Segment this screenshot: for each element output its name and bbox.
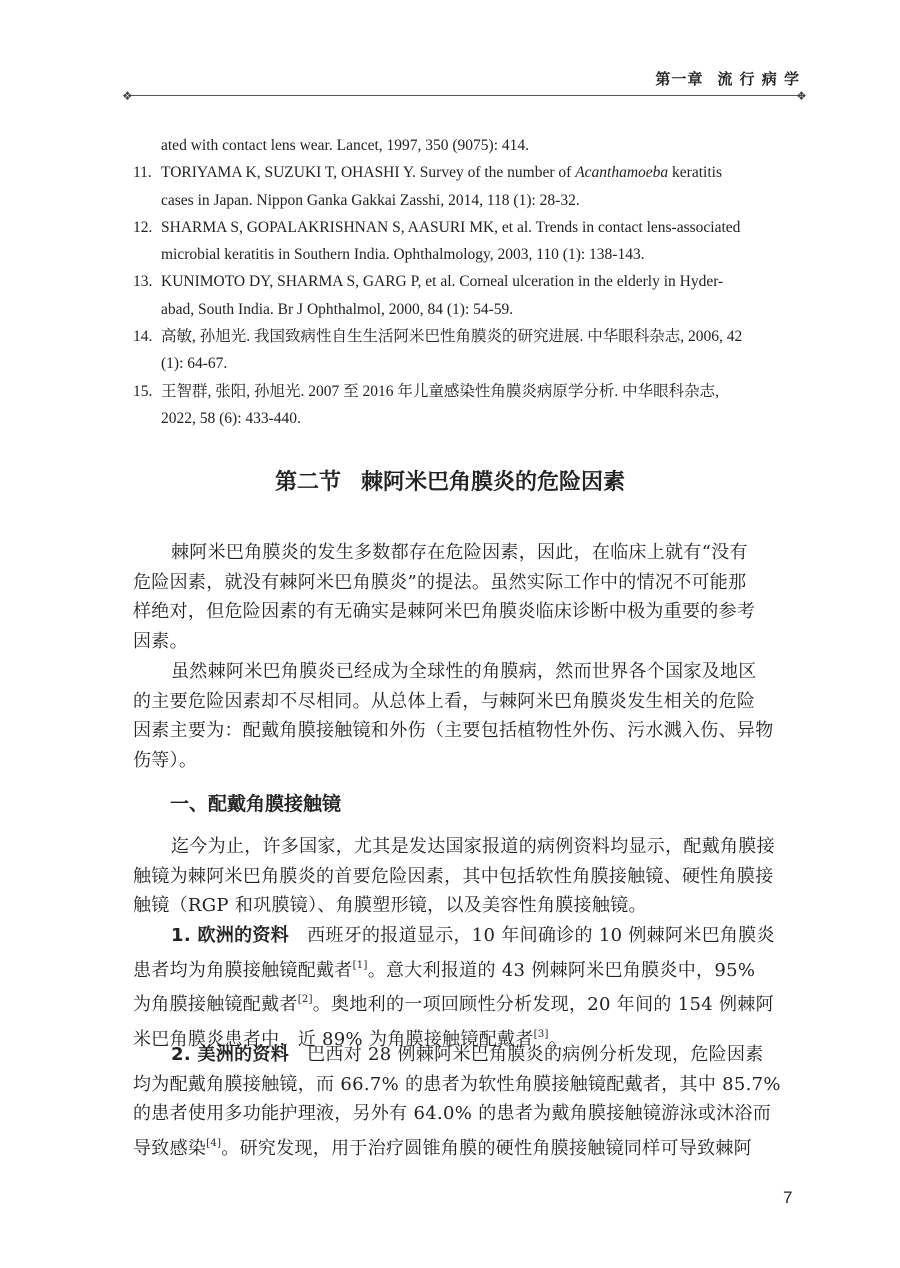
text-segment: 。意大利报道的 43 例棘阿米巴角膜炎中，95% — [367, 959, 756, 981]
text-segment: 。奥地利的一项回顾性分析发现，20 年间的 154 例棘阿 — [312, 994, 774, 1015]
reference-item — [133, 132, 796, 159]
citation-ref[interactable]: [4] — [206, 1137, 222, 1149]
reference-line: cases in Japan. Nippon Ganka Gakkai Zasshi, 2014, 118 (1): 28-32. — [161, 191, 580, 209]
text-segment: 为角膜接触镜配戴者 — [133, 994, 298, 1015]
citation-ref[interactable]: [1] — [352, 959, 368, 971]
paragraph — [133, 1040, 796, 1163]
citation-ref[interactable]: [2] — [297, 994, 313, 1005]
section-number: 第二节 — [274, 470, 341, 495]
reference-line: KUNIMOTO DY, SHARMA S, GARG P, et al. Corneal ulceration in the elderly in Hyder- — [161, 273, 724, 291]
reference-number: 12. — [133, 218, 153, 236]
reference-line: microbial keratitis in Southern India. Ophthalmology, 2003, 110 (1): 138-143. — [161, 246, 645, 264]
text-line: 均为配戴角膜接触镜，而 66.7% 的患者为软性角膜接触镜配戴者，其中 85.7% — [133, 1073, 781, 1095]
text-segment: 。 — [548, 1028, 568, 1050]
text-line: 棘阿米巴角膜炎的发生多数都存在危险因素，因此，在临床上就有“没有 — [171, 542, 748, 563]
text-segment: 西班牙的报道显示，10 年间确诊的 10 例棘阿米巴角膜炎 — [307, 925, 775, 946]
text-line: 因素。 — [133, 630, 188, 652]
ornament-left-icon: ❖ — [122, 89, 133, 103]
paragraph — [133, 921, 796, 1054]
section-heading: 棘阿米巴角膜炎的危险因素 — [361, 470, 626, 495]
reference-line: SHARMA S, GOPALAKRISHNAN S, AASURI MK, et al. Trends in contact lens-associated — [161, 218, 741, 236]
citation-ref[interactable]: [3] — [533, 1028, 549, 1040]
text-line: 因素主要为：配戴角膜接触镜和外伤（主要包括植物性外伤、污水溅入伤、异物 — [133, 720, 774, 741]
text-line: 的主要危险因素却不尽相同。从总体上看，与棘阿米巴角膜炎发生相关的危险 — [133, 690, 756, 712]
reference-item — [133, 214, 796, 269]
reference-number: 15. — [133, 382, 153, 400]
reference-number: 11. — [133, 164, 152, 182]
section-title — [0, 465, 900, 496]
reference-line: (1): 64-67. — [161, 355, 228, 373]
reference-number: 14. — [133, 328, 153, 346]
subsection-heading: 一、配戴角膜接触镜 — [170, 793, 342, 815]
reference-line: 2022, 58 (6): 433-440. — [161, 409, 301, 427]
paragraph-label: 2. 美洲的资料 — [171, 1044, 290, 1065]
reference-item — [133, 378, 796, 433]
chapter-number: 第一章 — [655, 70, 704, 88]
text-segment: 米巴角膜炎患者中，近 89% 为角膜接触镜配戴者 — [133, 1028, 534, 1050]
paragraph — [133, 538, 796, 656]
paragraph — [133, 832, 796, 921]
text-line: 样绝对，但危险因素的有无确实是棘阿米巴角膜炎临床诊断中极为重要的参考 — [133, 601, 756, 622]
reference-line: 王智群, 张阳, 孙旭光. 2007 至 2016 年儿童感染性角膜炎病原学分析. 中华眼科杂志, — [161, 382, 720, 400]
text-line: 触镜为棘阿米巴角膜炎的首要危险因素，其中包括软性角膜接触镜、硬性角膜接 — [133, 865, 774, 887]
reference-item — [133, 159, 796, 214]
chapter-title: 流 行 病 学 — [717, 70, 800, 88]
text-segment: 患者均为角膜接触镜配戴者 — [133, 959, 353, 981]
text-segment: 导致感染 — [133, 1137, 207, 1159]
header-rule — [130, 95, 802, 96]
text-line: 危险因素，就没有棘阿米巴角膜炎”的提法。虽然实际工作中的情况不可能那 — [133, 571, 747, 593]
paragraph-label: 1. 欧洲的资料 — [171, 925, 290, 946]
running-header — [655, 68, 800, 89]
reference-item — [133, 323, 796, 378]
ornament-right-icon: ❖ — [796, 89, 807, 103]
reference-line: abad, South India. Br J Ophthalmol, 2000, 84 (1): 54-59. — [161, 300, 514, 318]
text-line: 虽然棘阿米巴角膜炎已经成为全球性的角膜病，然而世界各个国家及地区 — [171, 661, 757, 682]
text-line: 伤等）。 — [133, 749, 198, 771]
text-segment: 巴西对 28 例棘阿米巴角膜炎的病例分析发现，危险因素 — [307, 1044, 764, 1065]
reference-line: ated with contact lens wear. Lancet, 1997, 350 (9075): 414. — [161, 137, 530, 154]
reference-line: 高敏, 孙旭光. 我国致病性自生生活阿米巴性角膜炎的研究进展. 中华眼科杂志, 2006, 42 — [161, 328, 743, 346]
text-line: 的患者使用多功能护理液，另外有 64.0% 的患者为戴角膜接触镜游泳或沐浴而 — [133, 1103, 772, 1124]
reference-number: 13. — [133, 273, 153, 291]
paragraph — [133, 657, 796, 775]
text-line: 迄今为止，许多国家，尤其是发达国家报道的病例资料均显示，配戴角膜接 — [171, 836, 775, 857]
reference-list — [133, 132, 796, 432]
text-segment: 。研究发现，用于治疗圆锥角膜的硬性角膜接触镜同样可导致棘阿 — [221, 1137, 752, 1159]
reference-item — [133, 268, 796, 323]
page-number: 7 — [783, 1188, 793, 1207]
text-line: 触镜（RGP 和巩膜镜）、角膜塑形镜，以及美容性角膜接触镜。 — [133, 895, 647, 916]
reference-line: TORIYAMA K, SUZUKI T, OHASHI Y. Survey of the number of Acanthamoeba keratitis — [161, 164, 722, 182]
